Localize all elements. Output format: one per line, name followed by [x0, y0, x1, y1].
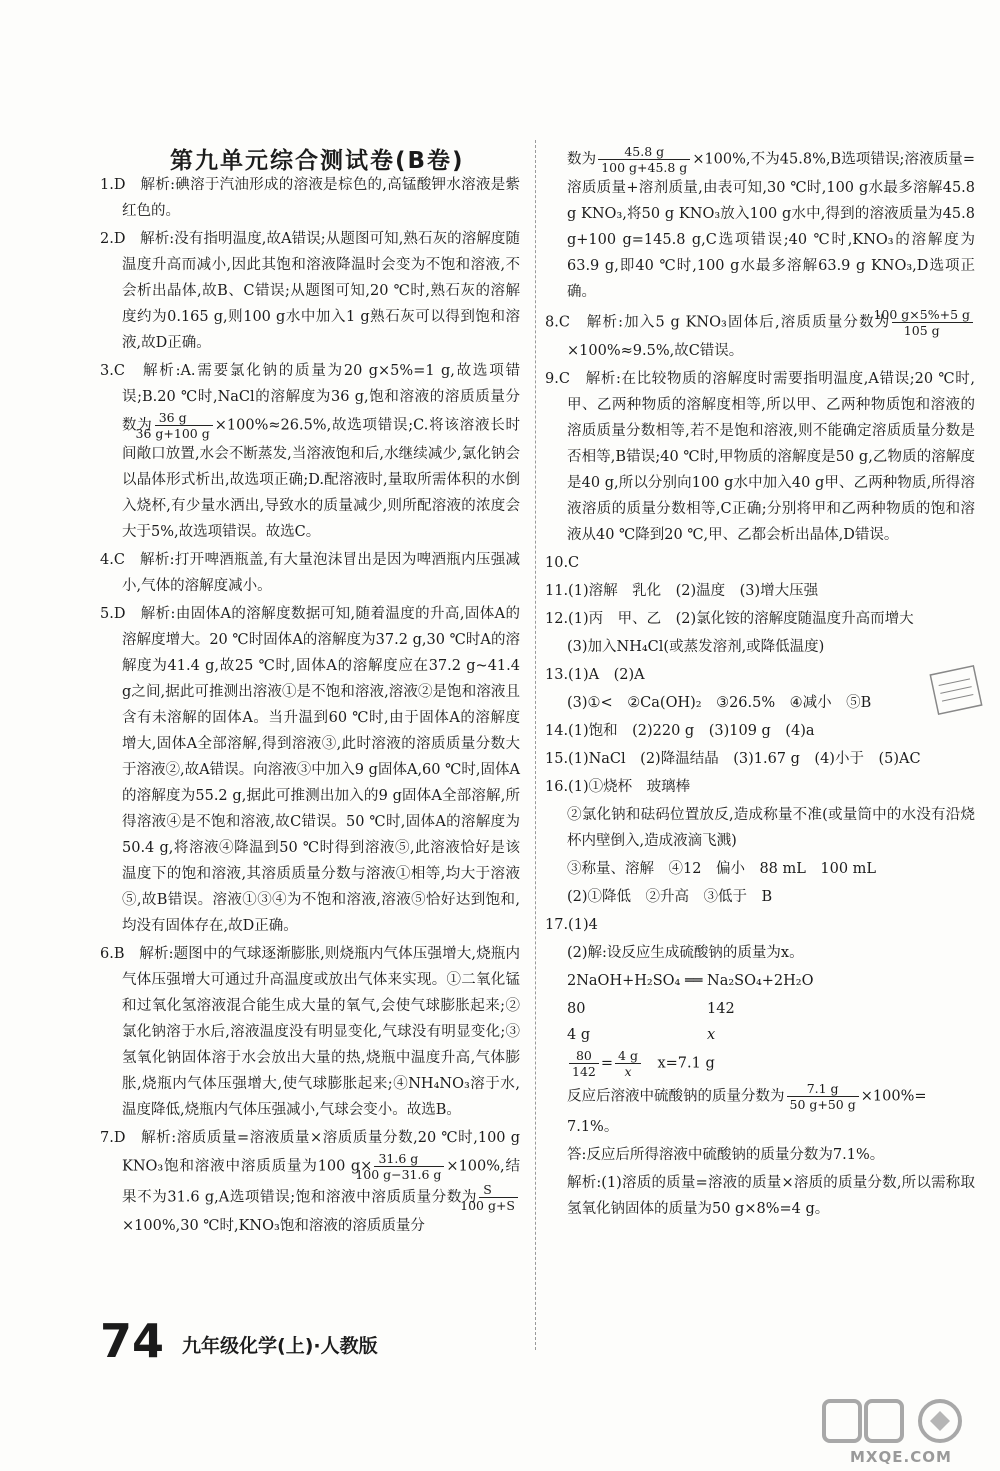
chemical-equation: 2NaOH+H₂SO₄ ══ Na₂SO₄+2H₂O [567, 973, 814, 989]
page-number: 74 [100, 1314, 165, 1368]
answer-7: 7.D 解析:溶质质量=溶液质量×溶质质量分数,20 ℃时,100 g KNO₃饱和溶液中溶质质量为100 g× $\frac{31.6 g}{100 g-31.6 g}$ ×100%,结果不为31.6 g,A选项错误;饱和溶液中溶质质量分数为 $\frac{S}{100 g+S}$ ×100%,30 ℃时,KNO₃饱和溶液的溶质质量分 [100, 1130, 520, 1234]
fraction: $\frac{45.8 g}{100 g+45.8 g}$ [598, 144, 690, 175]
book-title: 九年级化学(上)·人教版 [182, 1335, 378, 1357]
answer-3: 3.C 解析:A.需要氯化钠的质量为20 g×5%=1 g,故选项错误;B.20 ℃时,NaCl的溶解度为36 g,饱和溶液的溶质质量分数为 $\frac{36 g}{36 g+100 g}$ ×100%≈26.5%,故选项错误;C.将该溶液长时间敞口放置,水会不断蒸发,当溶液饱和后,水继续减少,氯化钠会以晶体形式析出,故选项正确;D.配溶液时,量取所需体积的水倒入烧杯,有少量水洒出,导致水的质量减少,则所配溶液的浓度会大于5%,故选项错误。故选C。 [100, 363, 521, 540]
stamp-icon [923, 657, 989, 723]
fraction: $\frac{31.6 g}{100 g-31.6 g}$ [374, 1151, 444, 1182]
watermark-text: MXQE.COM [850, 1448, 952, 1466]
answer-11: 11.(1)溶解 乳化 (2)温度 (3)增大压强 [545, 583, 819, 599]
fraction: $\frac{S}{100 g+S}$ [479, 1182, 518, 1213]
given-mass-row: 4 g x [567, 1027, 716, 1043]
answer-13-part3: (3)①< ②Ca(OH)₂ ③26.5% ④减小 ⑤B [567, 695, 872, 711]
page-footer [100, 1314, 378, 1368]
answer-8: 8.C 解析:加入5 g KNO₃固体后,溶质质量分数为 $\frac{100 g\times 5\%+5 g}{105 g}$ ×100%≈9.5%,故C错误。 [545, 307, 975, 364]
answer-9: 9.C 解析:在比较物质的溶解度时需要指明温度,A错误;20 ℃时,甲、乙两种物质的溶解度相等,所以甲、乙两种物质饱和溶液的溶质质量分数相等,若不是饱和溶液,则不能确定溶质质量分数是否相等,B错误;40 ℃时,甲物质的溶解度是50 g,乙物质的溶解度是40 g,所以分别向100 g水中加入40 g甲、乙两种物质,所得溶液溶质的质量分数相等,C正确;分别将甲和乙两种物质的饱和溶液从40 ℃降到20 ℃,甲、乙都会析出晶体,D错误。 [545, 371, 975, 543]
answer-6: 6.B 解析:题图中的气球逐渐膨胀,则烧瓶内气体压强增大,烧瓶内气体压强增大可通过升高温度或放出气体来实现。①二氧化锰和过氧化氢溶液混合能生成大量的氧气,会使气球膨胀起来;②氯化钠溶于水后,溶液温度没有明显变化,气球没有明显变化;③氢氧化钠固体溶于水会放出大量的热,烧瓶中温度升高,气体膨胀,烧瓶内气体压强增大,使气球膨胀起来;④NH₄NO₃溶于水,温度降低,烧瓶内气体压强减小,气球会变小。故选B。 [100, 946, 520, 1118]
answer-10: 10.C [545, 555, 580, 571]
answer-7-continued: 数为 $\frac{45.8 g}{100 g+45.8 g}$ ×100%,不为45.8%,B选项错误;溶液质量=溶质质量+溶剂质量,由表可知,30 ℃时,100 g水最多溶解45.8 g KNO₃,将50 g KNO₃放入100 g水中,得到的溶液质量为45.8 g+100 g=145.8 g,C选项错误;40 ℃时,KNO₃的溶解度为63.9 g,即40 ℃时,100 g水最多溶解63.9 g KNO₃,D选项正确。 [567, 144, 976, 300]
left-column [100, 172, 520, 1241]
answer-1: 1.D 解析:碘溶于汽油形成的溶液是棕色的,高锰酸钾水溶液是紫红色的。 [100, 177, 520, 219]
mass-fraction-calc: 反应后溶液中硫酸钠的质量分数为 $\frac{7.1 g}{50 g+50 g}$ ×100%= [567, 1081, 927, 1112]
answer-16-q2: (2)①降低 ②升高 ③低于 B [567, 889, 773, 905]
answer-17: 17.(1)4 [545, 917, 598, 933]
answer-2: 2.D 解析:没有指明温度,故A错误;从题图可知,熟石灰的溶解度随温度升高而减小,因此其饱和溶液降温时会变为不饱和溶液,不会析出晶体,故B、C错误;从题图可知,20 ℃时,熟石灰的溶解度约为0.165 g,则100 g水中加入1 g熟石灰可以得到饱和溶液,故D正确。 [100, 231, 520, 351]
mass-fraction-result: 7.1%。 [567, 1119, 619, 1135]
answer-12: 12.(1)丙 甲、乙 (2)氯化铵的溶解度随温度升高而增大 [545, 611, 914, 627]
answer-4: 4.C 解析:打开啤酒瓶盖,有大量泡沫冒出是因为啤酒瓶内压强减小,气体的溶解度减小。 [100, 552, 520, 594]
column-divider [535, 140, 537, 1350]
fraction: $\frac{36 g}{36 g+100 g}$ [155, 410, 213, 441]
answer-17-part2: (2)解:设反应生成硫酸钠的质量为x。 [567, 945, 804, 961]
right-column [545, 144, 975, 1224]
answer-16-part3: ③称量、溶解 ④12 偏小 88 mL 100 mL [567, 861, 877, 877]
answer-16: 16.(1)①烧杯 玻璃棒 [545, 779, 691, 795]
fraction: $\frac{100 g\times 5\%+5 g}{105 g}$ [892, 307, 973, 338]
answer-14: 14.(1)饱和 (2)220 g (3)109 g (4)a [545, 723, 815, 739]
watermark-logo-icon [820, 1395, 980, 1455]
answer-15: 15.(1)NaCl (2)降温结晶 (3)1.67 g (4)小于 (5)AC [545, 751, 921, 767]
ratio-equation: $\frac{80}{142}$ = $\frac{4 g}{x}$ x=7.1 g [545, 1048, 975, 1079]
answer-12-part3: (3)加入NH₄Cl(或蒸发溶剂,或降低温度) [567, 639, 825, 655]
answer-statement: 答:反应后所得溶液中硫酸钠的质量分数为7.1%。 [567, 1147, 885, 1163]
molar-mass-row: 80 142 [567, 1001, 735, 1017]
page-title: 第九单元综合测试卷(B卷) [170, 148, 465, 174]
answer-16-part2: ②氯化钠和砝码位置放反,造成称量不准(或量筒中的水没有沿烧杯内壁倒入,造成液滴飞溅) [567, 807, 975, 849]
explanation: 解析:(1)溶质的质量=溶液的质量×溶质的质量分数,所以需称取氢氧化钠固体的质量为50 g×8%=4 g。 [567, 1175, 975, 1217]
answer-13: 13.(1)A (2)A [545, 667, 645, 683]
answer-5: 5.D 解析:由固体A的溶解度数据可知,随着温度的升高,固体A的溶解度增大。20 ℃时固体A的溶解度为37.2 g,30 ℃时A的溶解度为41.4 g,故25 ℃时,固体A的溶解度应在37.2 g~41.4 g之间,据此可推测出溶液①是不饱和溶液,溶液②是饱和溶液且含有未溶解的固体A。当升温到60 ℃时,由于固体A的溶解度增大,固体A全部溶解,得到溶液③,此时溶液的溶质质量分数大于溶液②,故A错误。向溶液③中加入9 g固体A,60 ℃时,固体A的溶解度为55.2 g,据此可推测出加入的9 g固体A全部溶解,所得溶液④是不饱和溶液,故C错误。50 ℃时,固体A的溶解度为50.4 g,将溶液④降温到50 ℃时得到溶液⑤,此溶液恰好是该温度下的饱和溶液,其溶质质量分数与溶液①相等,均大于溶液⑤,故B错误。溶液①③④为不饱和溶液,溶液⑤恰好达到饱和,均没有固体存在,故D正确。 [100, 606, 520, 934]
